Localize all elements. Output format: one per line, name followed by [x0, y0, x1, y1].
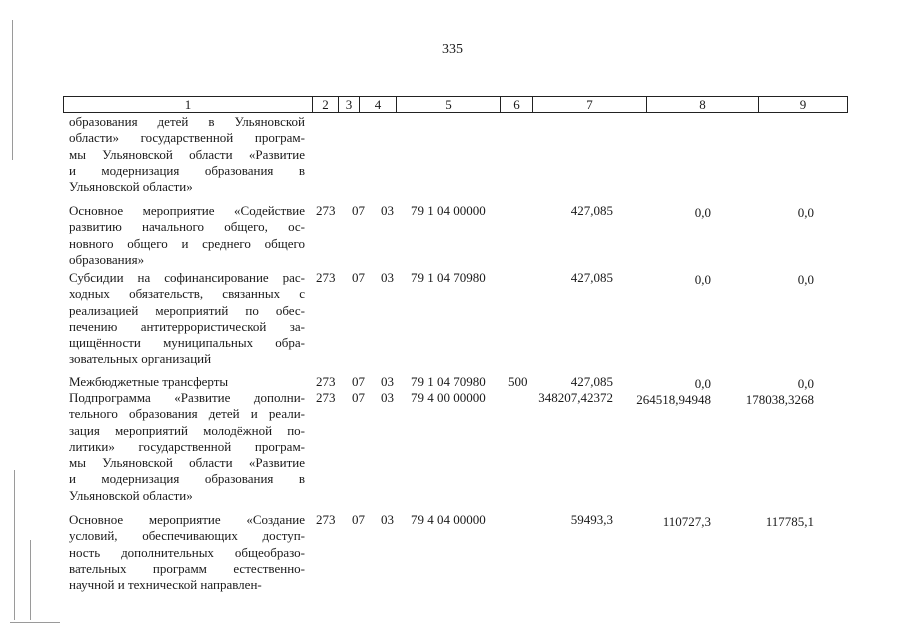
description-line: Межбюджетные трансферты: [69, 374, 229, 389]
description-line: Субсидии на софинансирование рас-: [69, 270, 305, 285]
cell-c7: 427,085: [570, 374, 613, 389]
description-line: зация мероприятий молодёжной по-: [69, 422, 305, 438]
description-line: мы Ульяновской области «Развитие: [69, 146, 305, 162]
description-line: образования детей в Ульяновской: [69, 114, 305, 129]
description-line: Ульяновской области»: [69, 179, 193, 195]
description-line: вательных программ естественно-: [69, 560, 305, 576]
cell-c7: 348207,42372: [538, 390, 613, 405]
description-line: литики» государственной програм-: [69, 438, 305, 454]
description-line: ходных обязательств, связанных с: [69, 286, 305, 302]
cell-c3: 07: [352, 203, 365, 218]
cell-c8: 0,0: [694, 205, 711, 220]
page-number: 335: [442, 42, 463, 57]
cell-c9: 0,0: [797, 376, 814, 391]
cell-c9: 178038,3268: [745, 392, 814, 407]
row-description: [69, 512, 305, 593]
cell-c4: 03: [381, 374, 394, 389]
cell-c8: 264518,94948: [636, 392, 711, 407]
cell-c5: 79 4 04 00000: [411, 512, 486, 527]
description-line: Основное мероприятие «Содействие: [69, 203, 305, 218]
cell-c4: 03: [381, 270, 394, 285]
cell-c8: 0,0: [694, 272, 711, 287]
description-line: Ульяновской области»: [69, 487, 193, 503]
description-line: области» государственной програм-: [69, 130, 305, 146]
cell-c4: 03: [381, 390, 394, 405]
cell-c8: 110727,3: [662, 514, 711, 529]
description-line: развитию начального общего, ос-: [69, 219, 305, 235]
description-line: и модернизация образования в: [69, 471, 305, 487]
description-line: щищённости муниципальных обра-: [69, 335, 305, 351]
header-col-7: 7: [533, 97, 647, 112]
cell-c7: 59493,3: [570, 512, 613, 527]
cell-c4: 03: [381, 512, 394, 527]
row-description: [69, 390, 305, 504]
cell-c3: 07: [352, 374, 365, 389]
description-line: Основное мероприятие «Создание: [69, 512, 305, 527]
cell-c2: 273: [316, 203, 336, 218]
header-col-8: 8: [647, 97, 759, 112]
header-col-6: 6: [501, 97, 533, 112]
description-line: ность дополнительных общеобразо-: [69, 544, 305, 560]
cell-c5: 79 1 04 00000: [411, 203, 486, 218]
description-line: условий, обеспечивающих доступ-: [69, 528, 305, 544]
cell-c3: 07: [352, 512, 365, 527]
cell-c2: 273: [316, 374, 336, 389]
header-col-3: 3: [339, 97, 360, 112]
header-col-1: 1: [64, 97, 313, 112]
cell-c5: 79 4 00 00000: [411, 390, 486, 405]
description-line: мы Ульяновской области «Развитие: [69, 455, 305, 471]
cell-c5: 79 1 04 70980: [411, 374, 486, 389]
description-line: научной и технической направлен-: [69, 577, 262, 593]
row-description: [69, 270, 305, 368]
cell-c7: 427,085: [570, 203, 613, 218]
cell-c9: 117785,1: [765, 514, 814, 529]
cell-c2: 273: [316, 270, 336, 285]
row-description: [69, 374, 305, 390]
description-line: реализацией мероприятий по обес-: [69, 302, 305, 318]
description-line: новного общего и среднего общего: [69, 235, 305, 251]
cell-c9: 0,0: [797, 205, 814, 220]
cell-c7: 427,085: [570, 270, 613, 285]
description-line: зовательных организаций: [69, 351, 212, 367]
cell-c9: 0,0: [797, 272, 814, 287]
header-col-5: 5: [397, 97, 501, 112]
cell-c2: 273: [316, 512, 336, 527]
description-line: тельного образования детей и реали-: [69, 406, 305, 422]
header-col-9: 9: [799, 97, 807, 112]
scan-margin-line: [30, 540, 31, 620]
cell-c2: 273: [316, 390, 336, 405]
table-header: [63, 96, 848, 113]
header-col-2: 2: [313, 97, 339, 112]
header-col-4: 4: [360, 97, 397, 112]
description-line: печению антитеррористической за-: [69, 318, 305, 334]
row-description: [69, 114, 305, 195]
cell-c4: 03: [381, 203, 394, 218]
description-line: образования»: [69, 251, 145, 267]
row-description: [69, 203, 305, 268]
scan-margin-line: [12, 20, 13, 160]
cell-c3: 07: [352, 390, 365, 405]
cell-c8: 0,0: [694, 376, 711, 391]
scan-margin-line: [10, 622, 60, 623]
cell-c5: 79 1 04 70980: [411, 270, 486, 285]
scan-margin-line: [14, 470, 15, 620]
cell-c6: 500: [508, 374, 528, 389]
description-line: и модернизация образования в: [69, 162, 305, 178]
description-line: Подпрограмма «Развитие дополни-: [69, 390, 305, 405]
cell-c3: 07: [352, 270, 365, 285]
